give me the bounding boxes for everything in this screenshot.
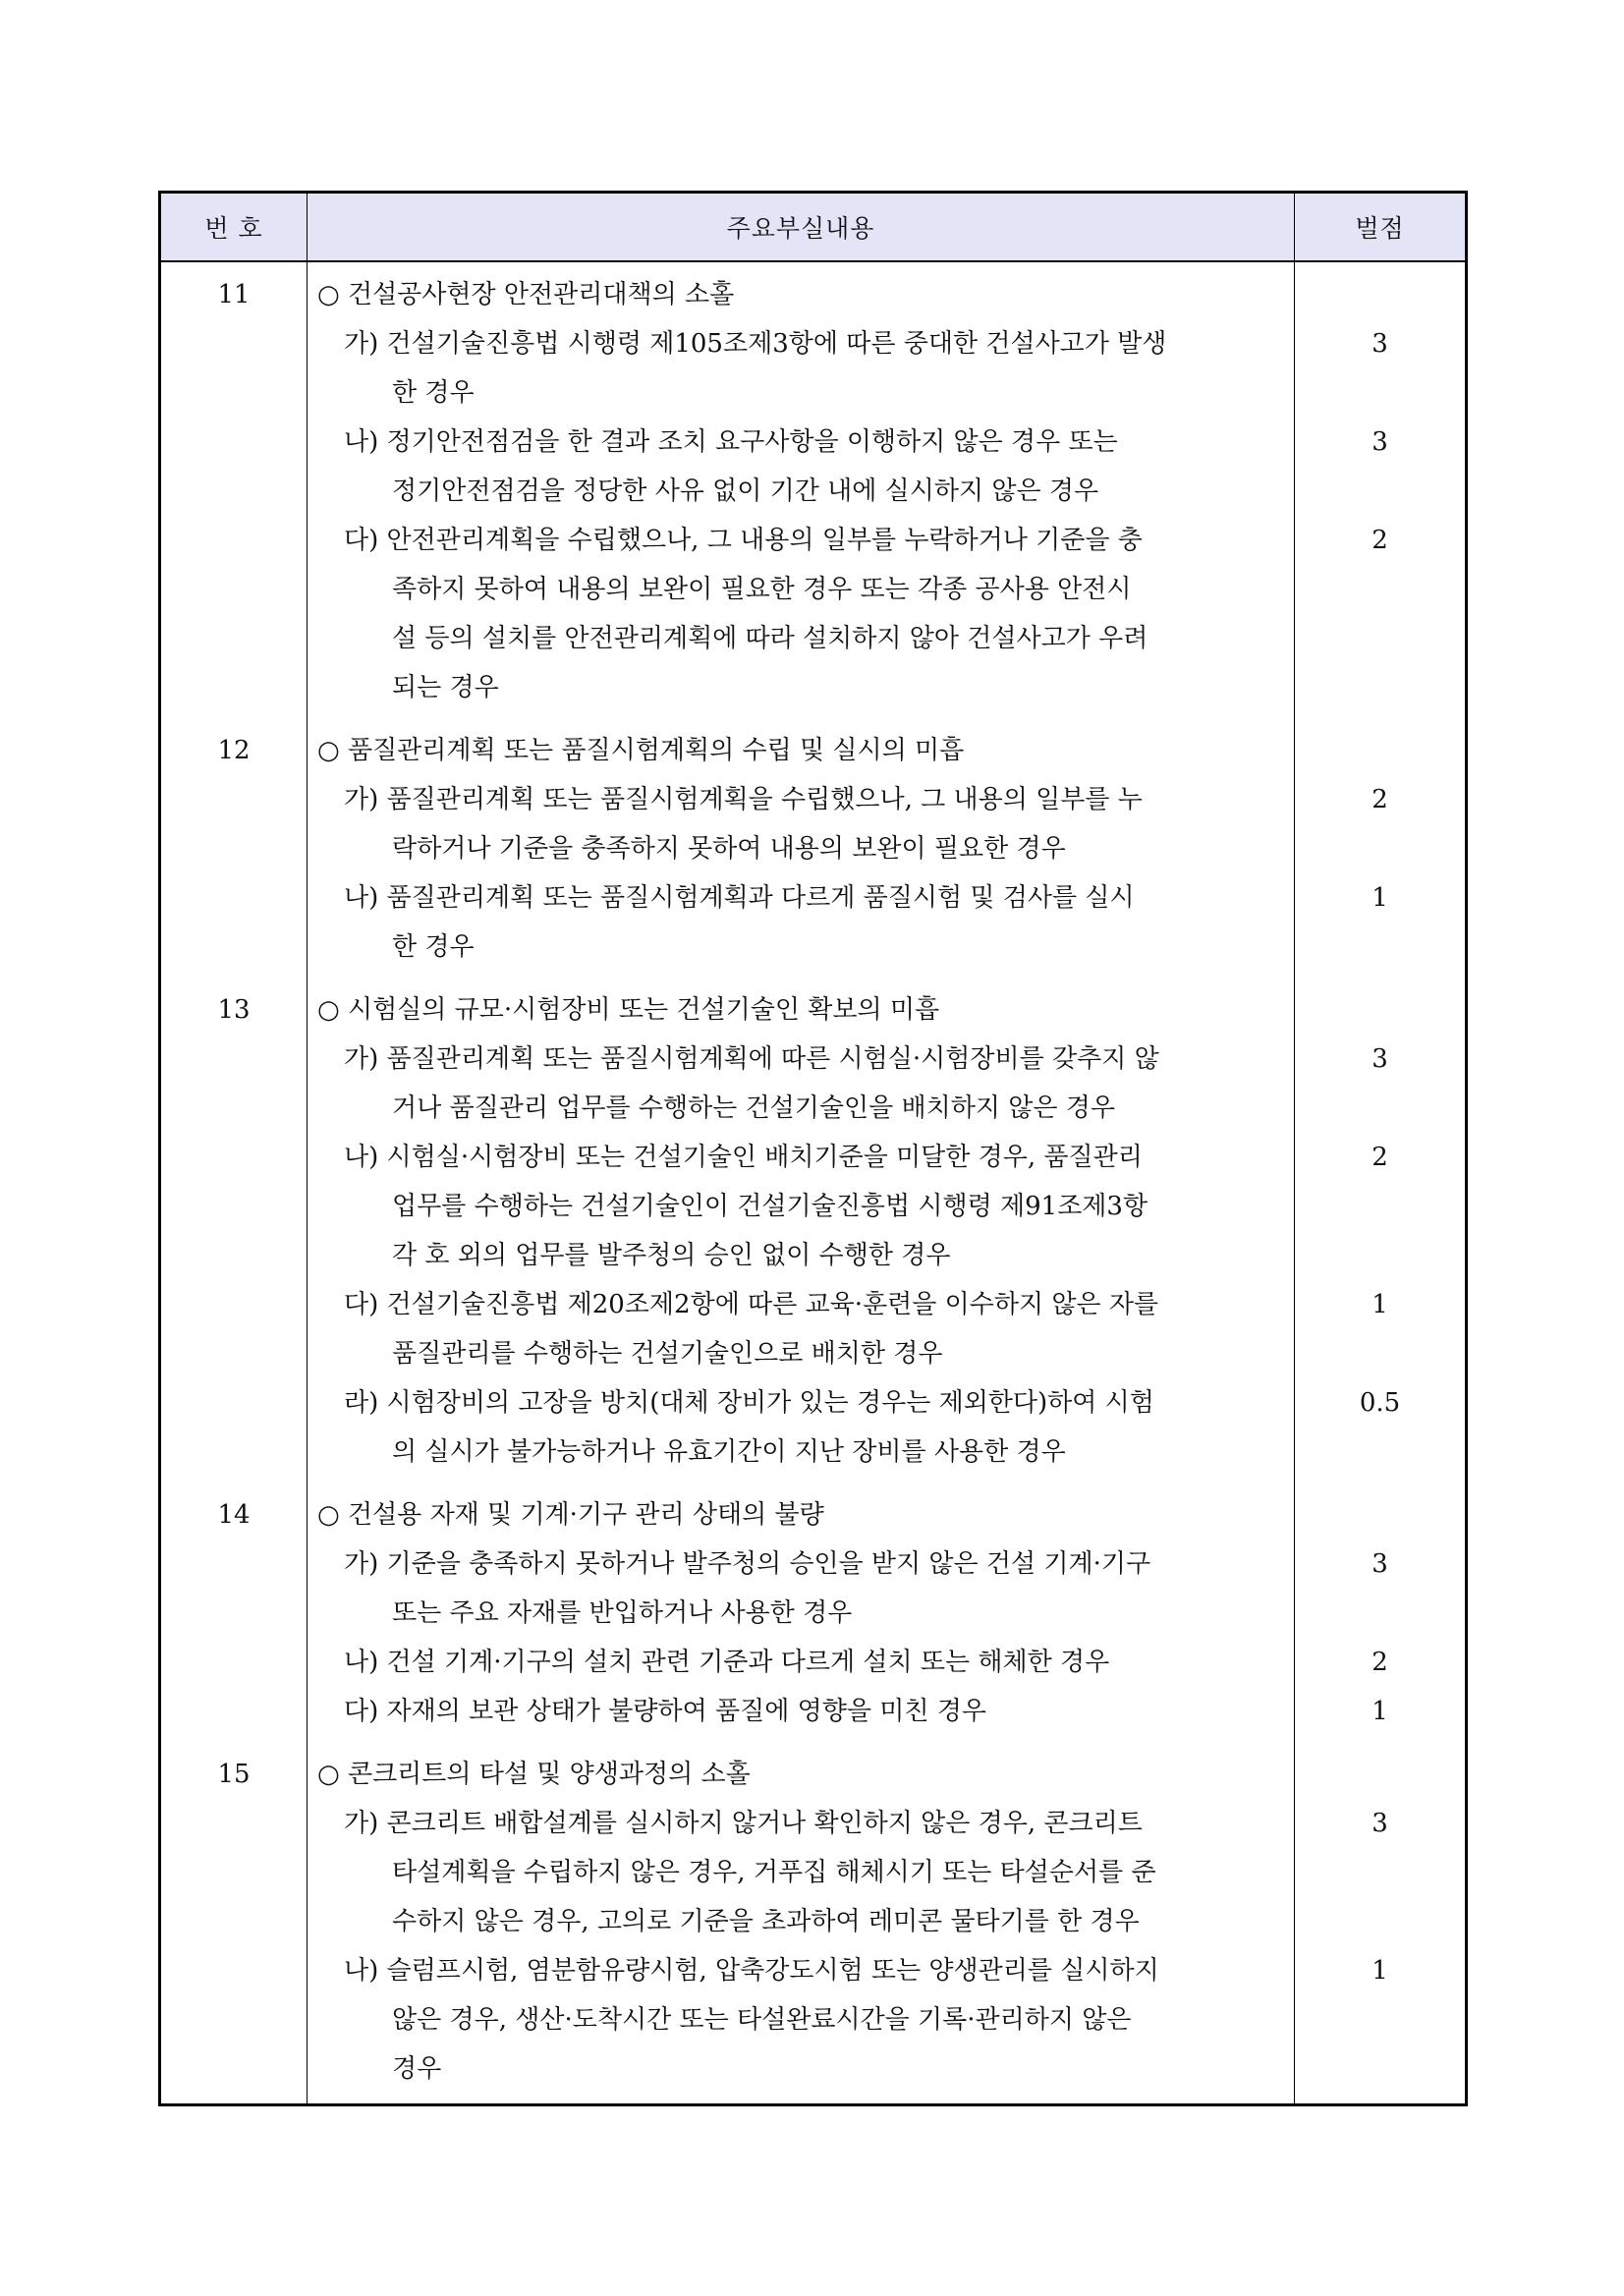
section-number-text: 11 <box>217 280 251 309</box>
number-column <box>161 262 308 2103</box>
item-line <box>308 775 1294 824</box>
item-continuation-line <box>308 1428 1294 1477</box>
item-line <box>308 1540 1294 1589</box>
item-continuation-line-text: 또는 주요 자재를 반입하거나 사용한 경우 <box>392 1598 853 1628</box>
item-continuation-line <box>308 824 1294 873</box>
section-number-text: 12 <box>217 736 251 765</box>
item-continuation-line-text: 거나 품질관리 업무를 수행하는 건설기술인을 배치하지 않은 경우 <box>392 1093 1115 1123</box>
content-column <box>308 262 1295 2103</box>
penalty-points <box>1295 1638 1465 1687</box>
section-title <box>308 1750 1294 1799</box>
item-line <box>308 1687 1294 1736</box>
penalty-points-text: 2 <box>1372 526 1388 555</box>
penalty-points <box>1295 1687 1465 1736</box>
item-continuation-line <box>308 2044 1294 2094</box>
section-number-text: 13 <box>217 995 251 1025</box>
section-number-text: 15 <box>217 1760 251 1789</box>
penalty-points <box>1295 775 1465 824</box>
item-line-text: 다) 건설기술진흥법 제20조제2항에 따른 교육·훈련을 이수하지 않은 자를 <box>344 1290 1159 1319</box>
item-continuation-line-text: 타설계획을 수립하지 않은 경우, 거푸집 해체시기 또는 타설순서를 준 <box>392 1858 1156 1887</box>
penalty-points <box>1295 873 1465 923</box>
points-column <box>1295 262 1465 2103</box>
section-number <box>161 1490 307 1540</box>
item-line <box>308 516 1294 565</box>
item-continuation-line <box>308 1084 1294 1133</box>
item-continuation-line <box>308 368 1294 418</box>
table-header <box>161 194 1465 262</box>
item-line-text: 나) 품질관리계획 또는 품질시험계획과 다르게 품질시험 및 검사를 실시 <box>344 883 1135 913</box>
item-continuation-line <box>308 467 1294 516</box>
item-line-text: 가) 품질관리계획 또는 품질시험계획에 따른 시험실·시험장비를 갖추지 않 <box>344 1044 1159 1074</box>
penalty-points-text: 1 <box>1372 1290 1388 1319</box>
item-line-text: 나) 슬럼프시험, 염분함유량시험, 압축강도시험 또는 양생관리를 실시하지 <box>344 1956 1159 1986</box>
penalty-points-text: 1 <box>1372 1956 1388 1986</box>
penalty-points-text: 1 <box>1372 1697 1388 1726</box>
penalty-points-text: 3 <box>1372 1044 1388 1074</box>
table-body <box>161 262 1465 2103</box>
penalty-points-text: 3 <box>1372 1549 1388 1579</box>
penalty-points <box>1295 1280 1465 1329</box>
item-continuation-line-text: 족하지 못하여 내용의 보완이 필요한 경우 또는 각종 공사용 안전시 <box>392 575 1132 604</box>
section-title <box>308 1490 1294 1540</box>
item-continuation-line-text: 않은 경우, 생산·도착시간 또는 타설완료시간을 기록·관리하지 않은 <box>392 2005 1132 2035</box>
item-line-text: 가) 품질관리계획 또는 품질시험계획을 수립했으나, 그 내용의 일부를 누 <box>344 785 1143 814</box>
item-line-text: 다) 자재의 보관 상태가 불량하여 품질에 영향을 미친 경우 <box>344 1697 986 1726</box>
penalty-points <box>1295 1946 1465 1995</box>
item-line <box>308 1133 1294 1182</box>
penalty-points-text: 3 <box>1372 1809 1388 1838</box>
item-line <box>308 1280 1294 1329</box>
item-continuation-line <box>308 1231 1294 1280</box>
section-title <box>308 985 1294 1035</box>
item-line <box>308 873 1294 923</box>
item-continuation-line <box>308 1182 1294 1231</box>
item-line <box>308 1378 1294 1428</box>
item-continuation-line-text: 각 호 외의 업무를 발주청의 승인 없이 수행한 경우 <box>392 1241 951 1270</box>
penalty-points-text: 2 <box>1372 1648 1388 1677</box>
item-continuation-line <box>308 1329 1294 1378</box>
section-title <box>308 270 1294 319</box>
penalty-points-text: 0.5 <box>1359 1388 1401 1418</box>
item-continuation-line-text: 품질관리를 수행하는 건설기술인으로 배치한 경우 <box>392 1339 943 1369</box>
penalty-points <box>1295 1035 1465 1084</box>
section-title-text: ○ 시험실의 규모·시험장비 또는 건설기술인 확보의 미흡 <box>317 995 940 1025</box>
item-continuation-line-text: 한 경우 <box>392 378 475 408</box>
item-continuation-line <box>308 1995 1294 2044</box>
penalty-points <box>1295 516 1465 565</box>
penalty-table <box>158 191 1468 2106</box>
item-line-text: 나) 건설 기계·기구의 설치 관련 기준과 다르게 설치 또는 해체한 경우 <box>344 1648 1110 1677</box>
item-continuation-line <box>308 1589 1294 1638</box>
item-continuation-line-text: 수하지 않은 경우, 고의로 기준을 초과하여 레미콘 물타기를 한 경우 <box>392 1907 1140 1936</box>
item-line-text: 나) 시험실·시험장비 또는 건설기술인 배치기준을 미달한 경우, 품질관리 <box>344 1143 1143 1172</box>
item-continuation-line <box>308 614 1294 663</box>
item-continuation-line-text: 되는 경우 <box>392 673 499 702</box>
penalty-points-text: 3 <box>1372 427 1388 457</box>
header-points: 벌점 <box>1355 214 1405 243</box>
penalty-points <box>1295 1378 1465 1428</box>
item-continuation-line-text: 정기안전점검을 정당한 사유 없이 기간 내에 실시하지 않은 경우 <box>392 476 1099 506</box>
header-content: 주요부실내용 <box>308 194 1295 260</box>
item-continuation-line <box>308 565 1294 614</box>
section-number <box>161 726 307 775</box>
penalty-points <box>1295 1799 1465 1848</box>
penalty-points <box>1295 319 1465 368</box>
item-line-text: 나) 정기안전점검을 한 결과 조치 요구사항을 이행하지 않은 경우 또는 <box>344 427 1118 457</box>
section-number <box>161 1750 307 1799</box>
item-line-text: 라) 시험장비의 고장을 방치(대체 장비가 있는 경우는 제외한다)하여 시험 <box>344 1388 1154 1418</box>
section-title <box>308 726 1294 775</box>
item-continuation-line-text: 설 등의 설치를 안전관리계획에 따라 설치하지 않아 건설사고가 우려 <box>392 624 1148 653</box>
penalty-points <box>1295 1133 1465 1182</box>
penalty-points <box>1295 418 1465 467</box>
penalty-points-text: 2 <box>1372 785 1388 814</box>
penalty-points-text: 1 <box>1372 883 1388 913</box>
section-title-text: ○ 품질관리계획 또는 품질시험계획의 수립 및 실시의 미흡 <box>317 736 965 765</box>
item-continuation-line-text: 한 경우 <box>392 932 475 962</box>
item-line-text: 가) 기준을 충족하지 못하거나 발주청의 승인을 받지 않은 건설 기계·기구 <box>344 1549 1151 1579</box>
penalty-points-text: 2 <box>1372 1143 1388 1172</box>
item-continuation-line-text: 의 실시가 불가능하거나 유효기간이 지난 장비를 사용한 경우 <box>392 1437 1066 1467</box>
section-number-text: 14 <box>217 1500 251 1530</box>
item-continuation-line-text: 락하거나 기준을 충족하지 못하여 내용의 보완이 필요한 경우 <box>392 834 1066 864</box>
item-continuation-line <box>308 1848 1294 1897</box>
item-continuation-line-text: 경우 <box>392 2054 442 2084</box>
header-number: 번 호 <box>161 194 308 260</box>
section-title-text: ○ 콘크리트의 타설 및 양생과정의 소홀 <box>317 1760 751 1789</box>
section-title-text: ○ 건설용 자재 및 기계·기구 관리 상태의 불량 <box>317 1500 824 1530</box>
item-continuation-line <box>308 663 1294 712</box>
item-line-text: 가) 건설기술진흥법 시행령 제105조제3항에 따른 중대한 건설사고가 발생 <box>344 329 1167 359</box>
item-line-text: 다) 안전관리계획을 수립했으나, 그 내용의 일부를 누락하거나 기준을 충 <box>344 526 1143 555</box>
item-line <box>308 1638 1294 1687</box>
section-number <box>161 270 307 319</box>
item-line <box>308 319 1294 368</box>
penalty-points <box>1295 1540 1465 1589</box>
item-line <box>308 1946 1294 1995</box>
item-continuation-line-text: 업무를 수행하는 건설기술인이 건설기술진흥법 시행령 제91조제3항 <box>392 1192 1148 1221</box>
item-line <box>308 1035 1294 1084</box>
item-continuation-line <box>308 923 1294 972</box>
item-line <box>308 418 1294 467</box>
section-title-text: ○ 건설공사현장 안전관리대책의 소홀 <box>317 280 735 309</box>
item-line-text: 가) 콘크리트 배합설계를 실시하지 않거나 확인하지 않은 경우, 콘크리트 <box>344 1809 1143 1838</box>
section-number <box>161 985 307 1035</box>
item-line <box>308 1799 1294 1848</box>
item-continuation-line <box>308 1897 1294 1946</box>
penalty-points-text: 3 <box>1372 329 1388 359</box>
